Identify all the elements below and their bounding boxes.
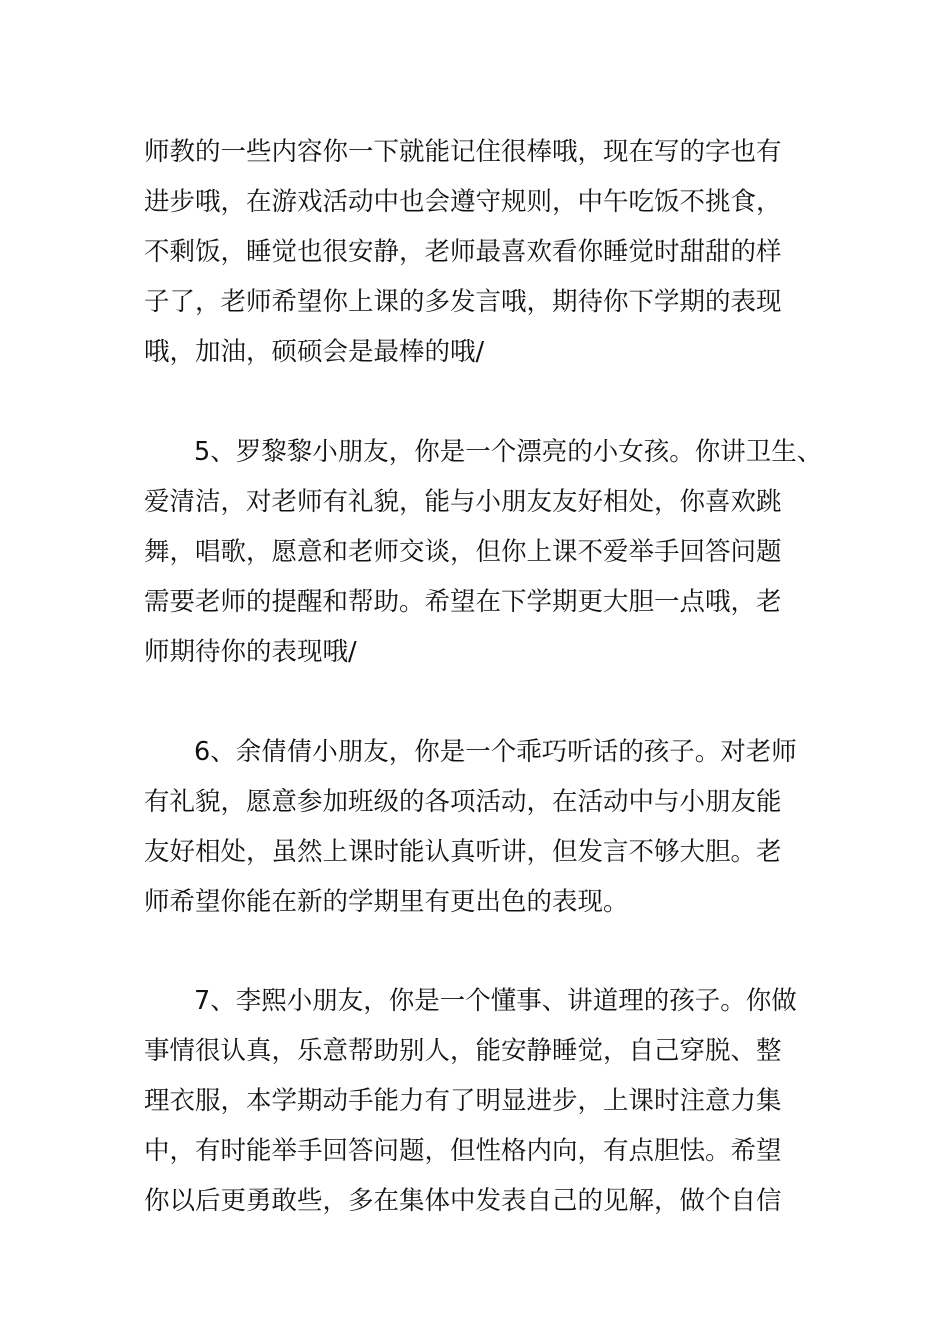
paragraph-4-line-3: 理衣服，本学期动手能力有了明显进步，上课时注意力集	[144, 1086, 782, 1116]
paragraph-2-line-4: 需要老师的提醒和帮助。希望在下学期更大胆一点哦，老	[144, 587, 782, 617]
paragraph-2-line-5: 师期待你的表现哦/	[144, 637, 357, 667]
paragraph-1-line-2: 进步哦，在游戏活动中也会遵守规则，中午吃饭不挑食，	[144, 187, 782, 217]
paragraph-4-line-2: 事情很认真，乐意帮助别人，能安静睡觉，自己穿脱、整	[144, 1036, 782, 1066]
paragraph-4-line-4: 中，有时能举手回答问题，但性格内向，有点胆怯。希望	[144, 1136, 782, 1166]
paragraph-2-line-3: 舞，唱歌，愿意和老师交谈，但你上课不爱举手回答问题	[144, 537, 782, 567]
paragraph-1-line-1: 师教的一些内容你一下就能记住很棒哦，现在写的字也有	[144, 137, 782, 167]
paragraph-3-line-2: 有礼貌，愿意参加班级的各项活动，在活动中与小朋友能	[144, 787, 782, 817]
paragraph-4-line-1: 7、李熙小朋友，你是一个懂事、讲道理的孩子。你做	[194, 986, 797, 1016]
paragraph-2-line-1: 5、罗黎黎小朋友，你是一个漂亮的小女孩。你讲卫生、	[194, 437, 823, 467]
paragraph-4-line-5: 你以后更勇敢些，多在集体中发表自己的见解，做个自信	[144, 1186, 782, 1216]
paragraph-1-line-5: 哦，加油，硕硕会是最棒的哦/	[144, 337, 485, 367]
paragraph-3-line-1: 6、余倩倩小朋友，你是一个乖巧听话的孩子。对老师	[194, 737, 797, 767]
paragraph-2-line-2: 爱清洁，对老师有礼貌，能与小朋友友好相处，你喜欢跳	[144, 487, 782, 517]
paragraph-1-line-3: 不剩饭，睡觉也很安静，老师最喜欢看你睡觉时甜甜的样	[144, 237, 782, 267]
paragraph-3-line-3: 友好相处，虽然上课时能认真听讲，但发言不够大胆。老	[144, 837, 782, 867]
paragraph-1-line-4: 子了，老师希望你上课的多发言哦，期待你下学期的表现	[144, 287, 782, 317]
paragraph-3-line-4: 师希望你能在新的学期里有更出色的表现。	[144, 887, 629, 917]
